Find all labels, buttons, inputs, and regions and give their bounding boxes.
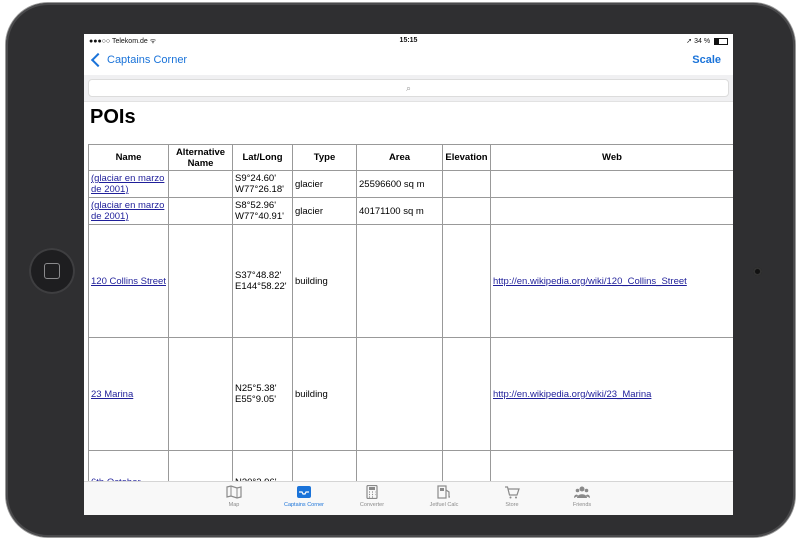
search-bar (84, 75, 733, 102)
cell-alt (169, 338, 233, 451)
header-name: Name (89, 145, 169, 171)
cell-elevation (443, 171, 491, 198)
cell-latlong: S8°52.96' W77°40.91' (233, 198, 293, 225)
page-title: POIs (90, 106, 136, 128)
tab-converter[interactable] (342, 485, 402, 508)
status-bar (84, 34, 733, 48)
battery-text: ➚ 34 % (686, 38, 711, 45)
header-elevation: Elevation (443, 145, 491, 171)
cell-name (89, 338, 169, 451)
cell-type: building (293, 225, 357, 338)
cell-alt (169, 198, 233, 225)
cell-latlong: S9°24.60' W77°26.18' (233, 171, 293, 198)
web-link[interactable]: http://en.wikipedia.org/wiki/120_Collins_Street (493, 275, 687, 287)
tab-jetfuel-calc-label: Jetfuel Calc (429, 502, 459, 508)
people-icon (574, 485, 590, 499)
tab-jetfuel-calc[interactable] (414, 485, 474, 508)
poi-name-link[interactable]: (glaciar en marzo de 2001) (91, 173, 165, 195)
battery-status (686, 37, 728, 45)
header-latlong: Lat/Long (233, 145, 293, 171)
poi-name-link[interactable]: 23 Marina (91, 388, 134, 400)
screen (84, 34, 733, 515)
back-label: Captains Corner (107, 54, 188, 66)
tab-converter-label: Converter (359, 502, 385, 508)
tab-store[interactable] (482, 485, 542, 508)
cell-name (89, 198, 169, 225)
cell-web (491, 198, 734, 225)
cell-type: glacier (293, 171, 357, 198)
cell-latlong: N25°5.38' E55°9.05' (233, 338, 293, 451)
cell-area: 25596600 sq m (357, 171, 443, 198)
battery-icon (714, 38, 728, 45)
cell-alt (169, 225, 233, 338)
tab-captains-corner-label: Captains Corner (283, 502, 325, 508)
tab-friends-label: Friends (572, 502, 592, 508)
poi-table (88, 144, 733, 514)
status-time: 15:15 (399, 37, 418, 44)
fuel-pump-icon (436, 485, 452, 499)
search-input[interactable]: ⌕ (88, 79, 729, 97)
home-square-icon (44, 263, 60, 279)
cell-type: building (293, 338, 357, 451)
camera-icon (753, 267, 762, 276)
navigation-bar (84, 50, 733, 72)
table-row (89, 225, 734, 338)
cell-alt (169, 171, 233, 198)
battery-fill (715, 39, 719, 44)
tab-store-label: Store (505, 502, 519, 508)
home-button[interactable] (29, 248, 75, 294)
inbox-icon (296, 485, 312, 499)
cell-elevation (443, 338, 491, 451)
cell-web (491, 338, 734, 451)
tab-map[interactable] (204, 485, 264, 508)
cell-latlong: S37°48.82' E144°58.22' (233, 225, 293, 338)
header-area: Area (357, 145, 443, 171)
tab-bar (84, 481, 733, 515)
cell-elevation (443, 198, 491, 225)
cell-name (89, 171, 169, 198)
map-icon (226, 485, 242, 499)
cell-web (491, 171, 734, 198)
carrier-signal: ●●●○○ Telekom.de ᯤ (89, 38, 157, 45)
back-button[interactable] (90, 54, 187, 66)
table-header-row (89, 145, 734, 171)
web-link[interactable]: http://en.wikipedia.org/wiki/23_Marina (493, 388, 652, 400)
header-web: Web (491, 145, 734, 171)
chevron-left-icon (91, 53, 105, 67)
tab-captains-corner[interactable] (274, 485, 334, 508)
cell-web (491, 225, 734, 338)
ipad-frame (6, 3, 795, 537)
cell-name (89, 225, 169, 338)
header-type: Type (293, 145, 357, 171)
cell-area: 40171100 sq m (357, 198, 443, 225)
tab-map-label: Map (228, 502, 240, 508)
cart-icon (504, 485, 520, 499)
cell-area (357, 338, 443, 451)
cell-elevation (443, 225, 491, 338)
calculator-icon (364, 485, 380, 499)
table-row (89, 338, 734, 451)
tab-friends[interactable] (552, 485, 612, 508)
table-row (89, 198, 734, 225)
poi-name-link[interactable]: 120 Collins Street (91, 275, 166, 287)
cell-type: glacier (293, 198, 357, 225)
header-alternative-name: Alternative Name (169, 145, 233, 171)
table-row (89, 171, 734, 198)
cell-area (357, 225, 443, 338)
poi-name-link[interactable]: (glaciar en marzo de 2001) (91, 200, 165, 222)
scale-button[interactable]: Scale (692, 54, 721, 66)
